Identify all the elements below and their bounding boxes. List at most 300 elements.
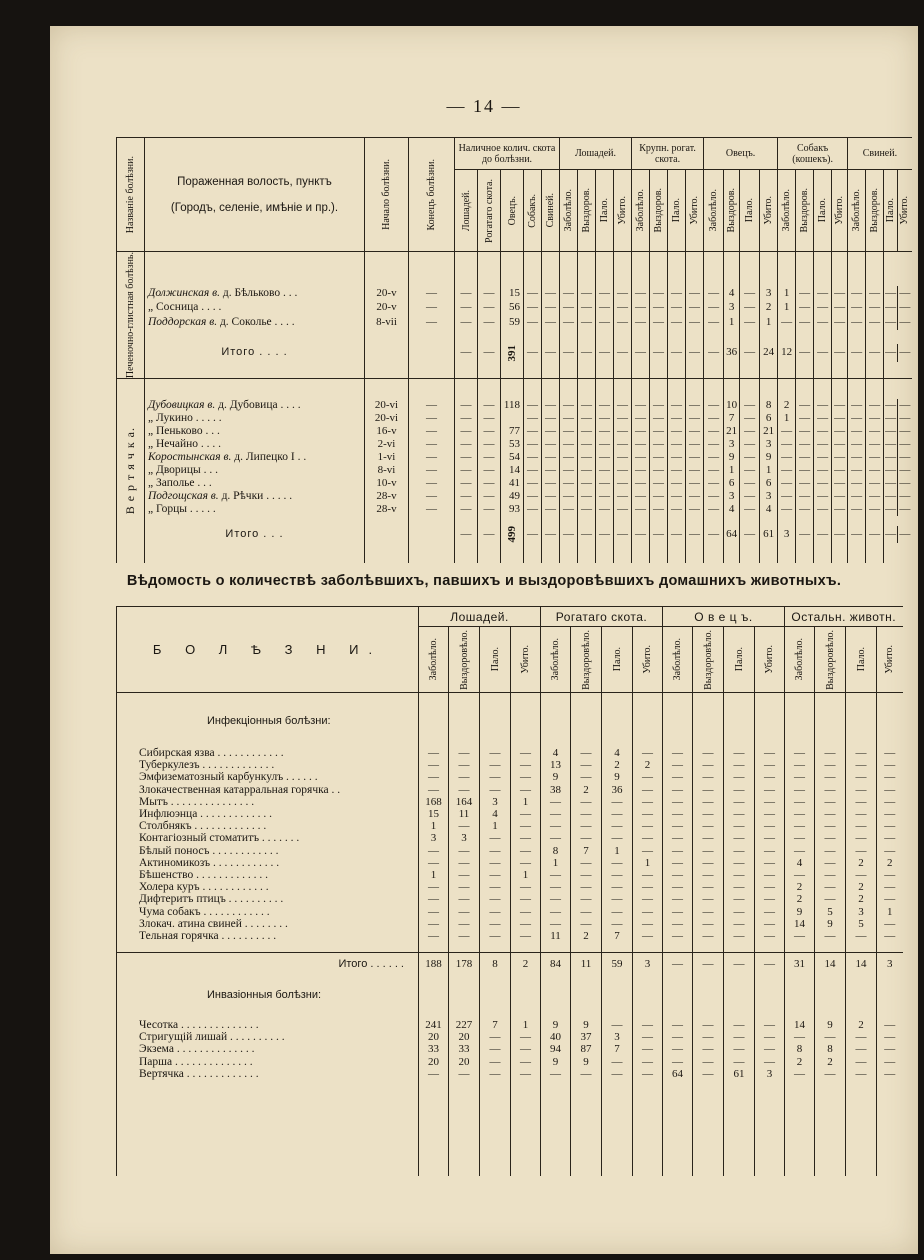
value-cell: 2 (760, 301, 778, 316)
value-cell: — (778, 464, 796, 477)
spacer-row (117, 1003, 903, 1019)
value-cell: — (885, 286, 897, 299)
subheader-cell (480, 627, 511, 693)
disease-name: Столбнякъ . . . . . . . . . . . . . (117, 820, 419, 832)
value-cell: — (455, 464, 478, 477)
value-cell: — (846, 796, 877, 808)
value-cell: — (542, 477, 560, 490)
value-cell: — (449, 881, 480, 893)
value-cell: — (480, 784, 511, 796)
value-cell: — (633, 832, 663, 844)
start-date: 28-v (365, 490, 409, 503)
subheader-cell (693, 627, 724, 693)
value-cell: — (596, 399, 614, 412)
disease-name: Экзема . . . . . . . . . . . . . . (117, 1043, 419, 1055)
value-cell: — (899, 477, 911, 490)
value-cell: — (455, 399, 478, 412)
value-cell: — (478, 301, 501, 316)
value-cell: — (899, 490, 911, 503)
value-cell: — (571, 820, 602, 832)
value-cell: 37 (571, 1031, 602, 1043)
value-cell: — (885, 477, 897, 490)
value-cell: — (571, 881, 602, 893)
value-cell: — (650, 399, 668, 412)
value-cell: — (632, 412, 650, 425)
total-value: — (668, 526, 686, 543)
subheader-label: Убито. (884, 645, 896, 674)
total-value: — (596, 344, 614, 363)
subheader-cell (760, 170, 778, 252)
subheader-cell (704, 170, 724, 252)
spacer-row (117, 543, 912, 563)
value-cell: — (632, 503, 650, 516)
spacer-row (117, 729, 903, 747)
disease-name: Эмфизематозный карбункулъ . . . . . . (117, 771, 419, 783)
total-value: — (524, 344, 542, 363)
village-name: д. Бѣльково . . . (222, 286, 298, 299)
value-cell: 2 (846, 1019, 877, 1031)
col-place: Пораженная волость, пунктъ (Городъ, селеніе, имѣніе и пр.). (145, 138, 365, 252)
total-value: — (578, 526, 596, 543)
place-cell (145, 425, 365, 438)
spacer-row (117, 516, 912, 526)
subheader-cell (668, 170, 686, 252)
value-cell: — (449, 857, 480, 869)
value-cell: — (704, 464, 724, 477)
value-cell: — (478, 438, 501, 451)
value-cell: — (524, 477, 542, 490)
value-cell: — (755, 869, 785, 881)
outbreak-row (117, 438, 912, 451)
volost-name: Подгощская в. (148, 490, 219, 503)
value-cell: 1 (724, 464, 740, 477)
col-pigs: Свиней. (848, 138, 912, 170)
value-cell: — (524, 315, 542, 330)
subheader-cell (724, 170, 740, 252)
outbreak-row (117, 503, 912, 516)
value-cell: — (866, 490, 884, 503)
total-value: — (898, 526, 912, 543)
value-cell: 40 (541, 1031, 571, 1043)
value-cell: 4 (480, 808, 511, 820)
value-cell: 8 (815, 1043, 846, 1055)
value-cell: — (632, 286, 650, 301)
disease-row (117, 747, 903, 759)
value-cell: — (596, 425, 614, 438)
disease-row (117, 784, 903, 796)
value-cell: — (693, 1056, 724, 1068)
total-row (117, 526, 912, 543)
value-cell: 36 (602, 784, 633, 796)
value-cell: — (419, 845, 449, 857)
total-value: — (650, 344, 668, 363)
subheader-cell (884, 170, 898, 252)
subheader-cell (785, 627, 815, 693)
value-cell: — (814, 438, 832, 451)
value-cell: — (511, 784, 541, 796)
village-name: „ Горцы . . . . . (148, 503, 216, 516)
value-cell: — (877, 796, 903, 808)
value-cell: — (449, 845, 480, 857)
value-cell: — (814, 490, 832, 503)
subheader-cell (633, 627, 663, 693)
value-cell: 13 (541, 759, 571, 771)
value-cell: — (866, 412, 884, 425)
value-cell: — (785, 747, 815, 759)
value-cell: — (480, 1056, 511, 1068)
value-cell: 38 (541, 784, 571, 796)
value-cell: 49 (501, 490, 524, 503)
value-cell: — (704, 451, 724, 464)
place-cell (145, 399, 365, 412)
volost-name: Коростынская в. (148, 451, 232, 464)
value-cell: — (724, 796, 755, 808)
value-cell: — (542, 425, 560, 438)
value-cell: 11 (449, 808, 480, 820)
subheader-cell (419, 627, 449, 693)
value-cell: — (693, 771, 724, 783)
subheader-label: Убито. (689, 196, 701, 225)
value-cell: 15 (419, 808, 449, 820)
value-cell: — (614, 451, 632, 464)
value-cell: — (633, 1068, 663, 1080)
value-cell: — (877, 832, 903, 844)
subheader-label: Выздоровѣло. (824, 629, 836, 690)
village-name: „ Сосница . . . . (148, 301, 222, 314)
value-cell: — (663, 905, 693, 917)
total-value: — (740, 344, 760, 363)
total-value: — (704, 526, 724, 543)
value-cell: — (419, 857, 449, 869)
value-cell: 4 (724, 286, 740, 301)
value-cell: — (602, 808, 633, 820)
document-page (50, 26, 918, 1254)
total-value: — (796, 344, 814, 363)
subheader-cell (796, 170, 814, 252)
value-cell: — (755, 1043, 785, 1055)
value-cell: — (511, 893, 541, 905)
value-cell: — (755, 918, 785, 930)
value-cell: — (866, 315, 884, 330)
value-cell: — (542, 399, 560, 412)
value-cell: 227 (449, 1019, 480, 1031)
subheader-label: Пало. (817, 198, 829, 223)
value-cell: — (663, 857, 693, 869)
spacer-row (117, 379, 912, 400)
start-date: 28-v (365, 503, 409, 516)
value-cell: — (478, 503, 501, 516)
value-cell: — (846, 832, 877, 844)
spacer-row (117, 252, 912, 286)
disease-row (117, 796, 903, 808)
value-cell: 8 (541, 845, 571, 857)
disease-name: Чесотка . . . . . . . . . . . . . . (117, 1019, 419, 1031)
value-cell: — (785, 832, 815, 844)
value-cell: — (571, 747, 602, 759)
value-cell: — (778, 503, 796, 516)
value-cell: — (541, 832, 571, 844)
value-cell: — (796, 464, 814, 477)
value-cell: — (571, 771, 602, 783)
disease-row (117, 869, 903, 881)
value-cell: — (602, 918, 633, 930)
value-cell: — (815, 1068, 846, 1080)
subheader-cell (877, 627, 903, 693)
value-cell: — (578, 286, 596, 301)
value-cell: — (455, 425, 478, 438)
volost-name: Дубовицкая в. (148, 399, 216, 412)
value-cell: — (877, 845, 903, 857)
value-cell: — (419, 893, 449, 905)
value-cell: 1 (778, 286, 796, 301)
value-cell: — (832, 438, 848, 451)
value-cell: — (724, 1019, 755, 1031)
value-cell: — (899, 464, 911, 477)
value-cell: 6 (724, 477, 740, 490)
value-cell: — (596, 286, 614, 301)
value-cell: 33 (419, 1043, 449, 1055)
value-cell: — (885, 425, 897, 438)
value-cell: — (449, 905, 480, 917)
value-cell: — (571, 893, 602, 905)
value-cell: — (663, 1031, 693, 1043)
end-date: — (409, 399, 455, 412)
disease-name: Злокачественная катарральная горячка . . (117, 784, 419, 796)
village-name: д. Дубовица . . . . (218, 399, 301, 412)
value-cell: — (650, 301, 668, 316)
value-cell: — (614, 503, 632, 516)
value-cell: 3 (755, 1068, 785, 1080)
col-present: Наличное колич. скота до болѣзни. (455, 138, 560, 170)
total-value: — (848, 344, 866, 363)
value-cell: 2 (571, 784, 602, 796)
start-date: 1-vi (365, 451, 409, 464)
value-cell: 4 (785, 857, 815, 869)
subheader-label: Убито. (642, 645, 653, 674)
col-start: Начало болѣзни. (365, 138, 409, 252)
subheader-cell (686, 170, 704, 252)
value-cell: — (455, 286, 478, 301)
subheader-cell (846, 627, 877, 693)
value-cell: — (785, 820, 815, 832)
value-cell: 9 (541, 1056, 571, 1068)
value-cell: — (877, 930, 903, 942)
value-cell: — (511, 857, 541, 869)
value-cell: — (478, 451, 501, 464)
value-cell: 3 (760, 438, 778, 451)
value-cell: — (541, 820, 571, 832)
value-cell: — (846, 930, 877, 942)
value-cell: — (778, 490, 796, 503)
value-cell: — (419, 881, 449, 893)
outbreak-row (117, 451, 912, 464)
value-cell: — (449, 759, 480, 771)
total-value: 36 (724, 344, 740, 363)
value-cell: — (877, 1043, 903, 1055)
outbreak-row (117, 464, 912, 477)
total-value: — (632, 344, 650, 363)
value-cell: — (632, 425, 650, 438)
value-cell: 3 (480, 796, 511, 808)
value-cell: 6 (760, 412, 778, 425)
value-cell: — (785, 1068, 815, 1080)
place-cell (145, 412, 365, 425)
value-cell: 3 (419, 832, 449, 844)
start-date: 8-vii (365, 315, 409, 330)
value-cell: — (663, 845, 693, 857)
value-cell: — (877, 808, 903, 820)
value-cell: — (755, 893, 785, 905)
spacer-row (117, 330, 912, 344)
value-cell: — (755, 820, 785, 832)
value-cell: — (578, 490, 596, 503)
value-cell: 1 (511, 869, 541, 881)
value-cell: — (578, 477, 596, 490)
value-cell: — (596, 451, 614, 464)
value-cell: — (704, 301, 724, 316)
subheader-cell (578, 170, 596, 252)
total-value: — (693, 953, 724, 976)
total-value: — (884, 526, 898, 543)
total-value: — (686, 526, 704, 543)
value-cell: 241 (419, 1019, 449, 1031)
disease-row (117, 881, 903, 893)
value-cell: — (877, 759, 903, 771)
value-cell: — (877, 747, 903, 759)
value-cell: — (650, 464, 668, 477)
value-cell: 54 (501, 451, 524, 464)
place-cell (145, 503, 365, 516)
value-cell (501, 412, 524, 425)
end-date: — (409, 464, 455, 477)
disease-row (117, 905, 903, 917)
value-cell: — (560, 315, 578, 330)
total-value: 11 (571, 953, 602, 976)
value-cell: — (578, 503, 596, 516)
value-cell: — (815, 808, 846, 820)
subheader-label: Выздоров. (726, 188, 738, 233)
value-cell: — (542, 464, 560, 477)
value-cell: — (832, 399, 848, 412)
value-cell: — (478, 490, 501, 503)
disease-row (117, 893, 903, 905)
value-cell: — (686, 301, 704, 316)
value-cell: — (877, 1056, 903, 1068)
value-cell: — (663, 820, 693, 832)
value-cell: — (560, 451, 578, 464)
value-cell: 14 (785, 1019, 815, 1031)
total-value: — (560, 344, 578, 363)
value-cell: — (785, 784, 815, 796)
disease-name-cell (117, 379, 145, 563)
subheader-label: Заболѣло. (851, 189, 863, 232)
value-cell: 20 (449, 1031, 480, 1043)
section-heading: Инвазіонныя болѣзни: (117, 987, 419, 1003)
value-cell: — (848, 464, 866, 477)
disease-row (117, 1043, 903, 1055)
end-date: — (409, 438, 455, 451)
subheader-cell (455, 170, 478, 252)
value-cell: — (724, 747, 755, 759)
value-cell: — (848, 438, 866, 451)
end-date: — (409, 412, 455, 425)
value-cell: — (668, 286, 686, 301)
disease-name: Мытъ . . . . . . . . . . . . . . . (117, 796, 419, 808)
value-cell: — (846, 1068, 877, 1080)
value-cell: 77 (501, 425, 524, 438)
disease-row (117, 845, 903, 857)
value-cell: — (686, 412, 704, 425)
value-cell: — (668, 464, 686, 477)
value-cell: — (633, 808, 663, 820)
value-cell: — (633, 784, 663, 796)
value-cell: 9 (785, 905, 815, 917)
value-cell: — (724, 930, 755, 942)
start-date: 20-v (365, 286, 409, 301)
section-invasive (117, 987, 903, 1003)
value-cell: — (815, 771, 846, 783)
total-value: 14 (846, 953, 877, 976)
total-start (365, 526, 409, 543)
value-cell: — (693, 845, 724, 857)
disease-row (117, 1056, 903, 1068)
value-cell: — (633, 1043, 663, 1055)
subheader-label: Выздоров. (869, 188, 881, 233)
disease-name: В е р т я ч к а. (123, 427, 137, 515)
value-cell: 1 (480, 820, 511, 832)
value-cell: — (614, 286, 632, 301)
value-cell: 20 (449, 1056, 480, 1068)
value-cell: 3 (724, 438, 740, 451)
value-cell: — (848, 301, 866, 316)
value-cell: — (814, 286, 832, 301)
value-cell: — (755, 747, 785, 759)
village-name: „ Заполье . . . (148, 477, 212, 490)
value-cell: — (846, 1056, 877, 1068)
value-cell: — (778, 451, 796, 464)
value-cell: — (541, 893, 571, 905)
value-cell: — (668, 503, 686, 516)
value-cell: — (755, 832, 785, 844)
value-cell: — (614, 438, 632, 451)
value-cell: — (524, 412, 542, 425)
subheader-label: Пало. (733, 647, 745, 672)
value-cell: 6 (760, 477, 778, 490)
value-cell: — (668, 477, 686, 490)
value-cell: — (885, 490, 897, 503)
end-date: — (409, 301, 455, 316)
value-cell: — (478, 477, 501, 490)
value-cell: — (848, 315, 866, 330)
disease-name: Актиномикозъ . . . . . . . . . . . . (117, 857, 419, 869)
value-cell: — (686, 477, 704, 490)
value-cell: — (511, 1056, 541, 1068)
end-date: — (409, 451, 455, 464)
end-date: — (409, 425, 455, 438)
value-cell: — (686, 315, 704, 330)
subheader-label: Заболѣло. (428, 638, 439, 681)
value-cell: — (740, 399, 760, 412)
value-cell: — (704, 399, 724, 412)
disease-name: Сибирская язва . . . . . . . . . . . . (117, 747, 419, 759)
disease-row (117, 832, 903, 844)
value-cell: — (632, 315, 650, 330)
value-cell: — (693, 1019, 724, 1031)
value-cell: — (866, 399, 884, 412)
outbreak-row (117, 412, 912, 425)
value-cell: — (846, 845, 877, 857)
subheader-label: Убито. (834, 196, 846, 225)
